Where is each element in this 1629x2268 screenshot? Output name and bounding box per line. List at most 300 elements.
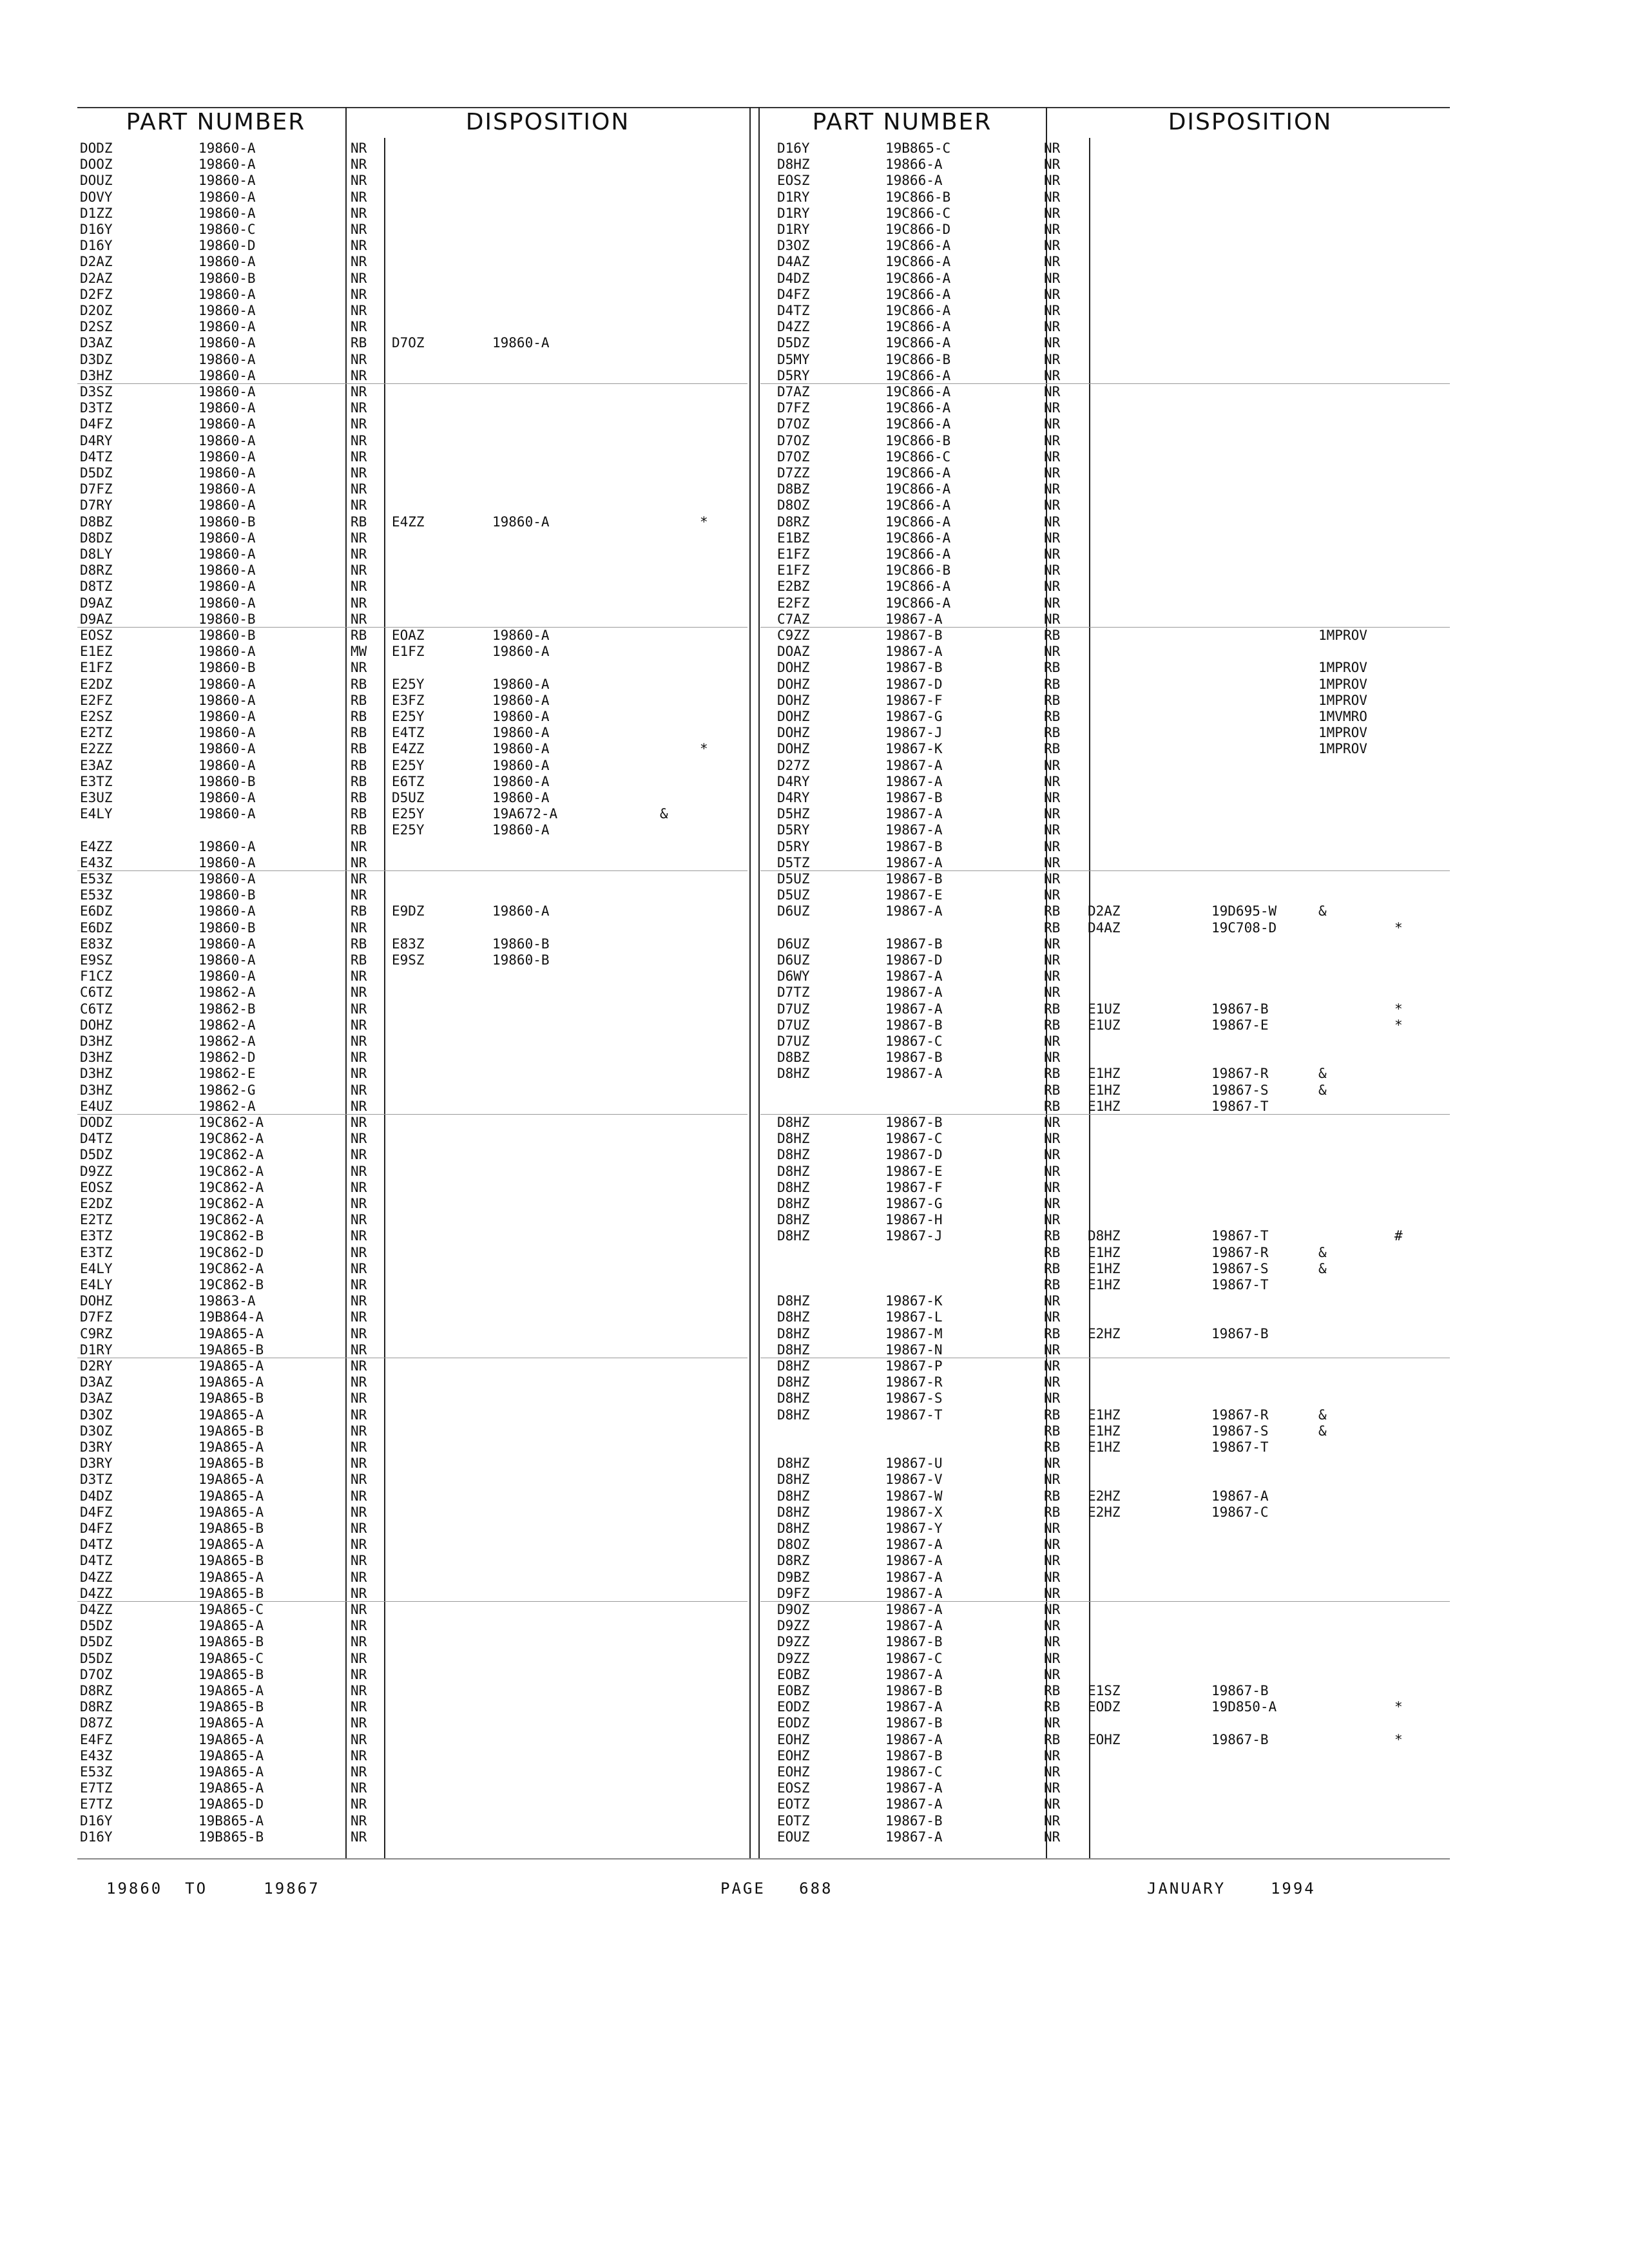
table-row [777,628,1447,644]
table-row [777,416,1447,432]
part-base: 19A865-A [198,1683,264,1698]
part-base: 19862-A [198,1017,256,1033]
part-prefix: D2FZ [80,286,113,302]
table-row [80,433,744,449]
disposition-code: NR [1044,1618,1061,1634]
section-divider [760,870,1450,871]
disposition-code: NR [351,351,367,367]
part-prefix: E7TZ [80,1780,113,1796]
target-base: 19867-S [1211,1260,1269,1276]
disposition-code: NR [351,985,367,1001]
table-row [777,368,1447,384]
part-prefix: EOSZ [80,628,113,643]
part-base: 19860-B [198,660,256,676]
table-row [80,514,744,530]
part-prefix: D1RY [777,205,810,221]
disposition-code: RB [1044,1439,1061,1455]
disposition-code: NR [351,1260,367,1276]
disposition-code: NR [351,238,367,254]
target-prefix: E1HZ [1088,1244,1121,1260]
part-prefix: D5DZ [80,1634,113,1650]
table-row [777,968,1447,985]
disposition-code: NR [351,1731,367,1747]
disposition-code: RB [1044,1277,1061,1293]
part-base: 19867-L [885,1309,943,1325]
part-base: 19A865-A [198,1439,264,1455]
disposition-code: NR [351,432,367,448]
disposition-code: NR [1044,1050,1061,1066]
target-base: 19A672-A [492,806,558,822]
disposition-code: NR [351,1325,367,1341]
part-base: 19A865-A [198,1374,264,1390]
part-prefix: E2SZ [80,709,113,724]
part-base: 19A865-A [198,1472,264,1488]
table-row [80,741,744,757]
table-row [777,985,1447,1001]
part-prefix: E2FZ [80,692,113,708]
part-base: 19867-A [885,1796,943,1812]
table-row [80,725,744,741]
target-base: 19860-A [492,676,550,692]
table-row [80,1131,744,1147]
table-row [80,238,744,254]
flag: * [700,741,708,757]
disposition-code: NR [1044,871,1061,887]
part-base: 19A865-B [198,1634,264,1650]
part-prefix: D8HZ [777,1488,810,1504]
part-base: 19C862-B [198,1228,264,1244]
disposition-code: NR [1044,1796,1061,1812]
table-row [80,1829,744,1845]
part-prefix: D7UZ [777,1001,810,1017]
table-row [777,400,1447,416]
part-prefix: D5RY [777,367,810,383]
part-base: 19C862-D [198,1244,264,1260]
part-base: 19860-A [198,189,256,205]
part-prefix: D4DZ [80,1488,113,1504]
part-prefix: D8RZ [80,562,113,579]
disposition-code: RB [351,741,367,757]
part-base: 19860-A [198,351,256,367]
part-prefix: D5DZ [777,335,810,351]
part-base: 19860-A [198,968,256,985]
disposition-code: NR [1044,611,1061,627]
part-base: 19867-A [885,806,943,822]
part-base: 19A865-A [198,1764,264,1780]
part-base: 19A865-A [198,1407,264,1423]
table-row [777,1683,1447,1699]
disposition-code: RB [1044,1244,1061,1260]
disposition-code: NR [351,1131,367,1147]
part-base: 19860-A [198,335,256,351]
part-prefix: DOVY [80,189,113,205]
part-prefix: D3SZ [80,384,113,399]
part-prefix: D3TZ [80,400,113,416]
table-row [777,1699,1447,1715]
disposition-code: NR [351,1147,367,1163]
part-base: 19860-A [198,854,256,870]
part-prefix: DODZ [80,140,113,156]
part-base: 19C866-A [885,514,951,530]
part-base: 19867-E [885,887,943,903]
table-row [80,611,744,628]
table-row [777,1277,1447,1293]
part-base: 19867-A [885,773,943,789]
disposition-code: NR [1044,384,1061,399]
footer-date: JANUARY 1994 [1147,1879,1316,1898]
part-base: 19860-B [198,514,256,530]
note: & [1318,1407,1327,1423]
disposition-code: RB [351,628,367,643]
disposition-code: NR [351,384,367,399]
part-base: 19860-A [198,579,256,595]
part-prefix: D7UZ [777,1033,810,1049]
table-row [80,1212,744,1228]
part-prefix: D3DZ [80,351,113,367]
part-prefix: D4FZ [80,1521,113,1536]
disposition-code: NR [351,1163,367,1179]
note: & [660,806,668,822]
part-base: 19867-R [885,1374,943,1390]
target-prefix: E1HZ [1088,1098,1121,1114]
part-prefix: D16Y [777,140,810,156]
table-row [80,1651,744,1667]
disposition-code: NR [1044,448,1061,465]
table-row [777,319,1447,335]
part-prefix: D4TZ [80,1553,113,1569]
part-base: 19860-A [198,140,256,156]
table-row [777,1115,1447,1131]
target-prefix: D2AZ [1088,903,1121,919]
part-prefix: D4TZ [80,448,113,465]
table-row [80,1293,744,1309]
part-base: 19C866-A [885,384,951,399]
table-row [80,352,744,368]
part-prefix: D3HZ [80,1050,113,1066]
part-prefix: D8HZ [777,1341,810,1358]
part-prefix: C6TZ [80,1001,113,1017]
target-base: 19867-C [1211,1504,1269,1520]
part-base: 19A865-D [198,1796,264,1812]
disposition-code: NR [351,286,367,302]
part-base: 19867-B [885,1050,943,1066]
part-base: 19C862-A [198,1115,264,1130]
disposition-code: NR [1044,936,1061,952]
part-base: 19A865-C [198,1602,264,1617]
table-row [777,1407,1447,1423]
part-base: 19860-A [198,286,256,302]
part-prefix: D9AZ [80,595,113,611]
part-base: 19B865-C [885,140,951,156]
section-divider [760,1601,1450,1602]
part-base: 19867-B [885,871,943,887]
part-prefix: D1ZZ [80,205,113,221]
table-row [777,1374,1447,1390]
note: & [1318,1244,1327,1260]
table-row [777,206,1447,222]
table-row [777,433,1447,449]
disposition-code: RB [1044,709,1061,724]
target-base: 19860-A [492,725,550,741]
table-row [80,1277,744,1293]
part-base: 19867-F [885,1179,943,1195]
part-base: 19867-A [885,1585,943,1601]
table-row [777,1164,1447,1180]
section-divider [77,870,747,871]
table-row [777,1553,1447,1569]
part-base: 19860-B [198,887,256,903]
part-prefix: E4LY [80,1260,113,1276]
part-base: 19860-A [198,416,256,432]
table-row [80,1667,744,1683]
part-prefix: EOUZ [777,1829,810,1845]
table-row [80,368,744,384]
disposition-code: RB [1044,725,1061,741]
part-base: 19C866-A [885,286,951,302]
part-prefix: EOSZ [777,173,810,189]
target-prefix: E83Z [392,936,425,952]
part-prefix: D3AZ [80,1390,113,1407]
table-row [777,1651,1447,1667]
part-prefix: D16Y [80,238,113,254]
part-base: 19A865-A [198,1618,264,1634]
table-row [80,303,744,319]
disposition-code: RB [1044,1488,1061,1504]
part-base: 19867-B [885,790,943,805]
part-prefix: D8HZ [777,1293,810,1309]
part-prefix: D8HZ [777,1066,810,1082]
target-prefix: E1UZ [1088,1017,1121,1033]
part-prefix: D9AZ [80,611,113,627]
part-prefix: D4ZZ [777,319,810,335]
target-base: 19860-B [492,952,550,968]
disposition-code: MW [351,644,367,660]
disposition-code: NR [1044,1521,1061,1536]
table-row [777,855,1447,871]
disposition-code: NR [351,173,367,189]
table-row [80,1164,744,1180]
target-prefix: EOAZ [392,628,425,643]
target-base: 19867-E [1211,1017,1269,1033]
disposition-code: NR [351,1341,367,1358]
table-row [80,335,744,351]
part-prefix: D4FZ [777,286,810,302]
part-prefix: D8TZ [80,579,113,595]
part-base: 19C862-A [198,1260,264,1276]
part-base: 19867-F [885,692,943,708]
table-row [80,1342,744,1358]
disposition-code: RB [1044,1683,1061,1698]
part-base: 19862-B [198,1001,256,1017]
part-prefix: D5DZ [80,1650,113,1666]
table-row [80,546,744,562]
disposition-code: RB [1044,1066,1061,1082]
part-base: 19860-A [198,400,256,416]
disposition-code: NR [351,1472,367,1488]
disposition-code: NR [1044,173,1061,189]
part-base: 19860-A [198,384,256,399]
table-row [80,1586,744,1602]
disposition-code: NR [1044,1747,1061,1763]
table-row [80,1634,744,1650]
part-prefix: D8HZ [777,1407,810,1423]
part-prefix: D4TZ [80,1131,113,1147]
part-base: 19860-A [198,871,256,887]
disposition-code: NR [351,887,367,903]
part-base: 19867-A [885,1618,943,1634]
table-row [777,1050,1447,1066]
table-row [777,1504,1447,1521]
target-base: 19867-R [1211,1407,1269,1423]
part-base: 19866-A [885,157,943,173]
target-base: 19860-A [492,628,550,643]
part-base: 19867-S [885,1390,943,1407]
part-base: 19867-D [885,1147,943,1163]
disposition-code: NR [1044,205,1061,221]
table-row [777,1358,1447,1374]
table-row [80,1017,744,1033]
table-row [777,1390,1447,1407]
table-row [777,1748,1447,1764]
part-prefix: D8RZ [80,1699,113,1715]
part-prefix: D5RY [777,838,810,854]
target-prefix: EODZ [1088,1699,1121,1715]
disposition-code: NR [1044,400,1061,416]
disposition-code: NR [351,1066,367,1082]
part-base: 19C862-A [198,1196,264,1211]
disposition-code: NR [1044,286,1061,302]
disposition-code: RB [1044,903,1061,919]
table-row [777,189,1447,206]
target-base: 19867-B [1211,1731,1269,1747]
part-prefix: D7AZ [777,384,810,399]
disposition-code: NR [1044,157,1061,173]
target-base: 19860-A [492,741,550,757]
part-prefix: EOTZ [777,1796,810,1812]
table-row [80,1390,744,1407]
note: & [1318,1260,1327,1276]
disposition-code: NR [351,1439,367,1455]
part-prefix: D2AZ [80,254,113,270]
part-base: 19867-A [885,1537,943,1553]
part-prefix: D8HZ [777,1472,810,1488]
table-row [777,822,1447,838]
table-row [80,530,744,546]
part-base: 19A865-B [198,1341,264,1358]
table-row [80,595,744,611]
disposition-code: NR [351,1309,367,1325]
table-row [777,903,1447,919]
part-base: 19860-A [198,481,256,497]
part-base: 19867-B [885,1017,943,1033]
disposition-code: NR [351,546,367,562]
table-row [777,1099,1447,1115]
table-row [777,1342,1447,1358]
disposition-code: NR [1044,1293,1061,1309]
disposition-code: RB [1044,660,1061,676]
table-row [80,1033,744,1050]
part-prefix: D8HZ [777,1390,810,1407]
part-base: 19860-B [198,919,256,936]
flag: * [1394,1731,1403,1747]
part-base: 19C866-A [885,481,951,497]
table-row [777,1537,1447,1553]
table-row [777,254,1447,270]
table-row [777,497,1447,514]
disposition-code: NR [351,1521,367,1536]
disposition-code: NR [1044,1196,1061,1211]
disposition-code: NR [351,1569,367,1585]
part-prefix: C6TZ [80,985,113,1001]
part-base: 19A865-B [198,1390,264,1407]
table-row [777,481,1447,497]
part-prefix: D4AZ [777,254,810,270]
part-base: 19867-B [885,628,943,643]
part-base: 19A865-A [198,1569,264,1585]
disposition-code: RB [1044,692,1061,708]
flag: * [700,514,708,530]
table-row [80,465,744,481]
part-base: 19860-A [198,303,256,318]
disposition-code: NR [1044,1553,1061,1569]
table-row [777,449,1447,465]
part-prefix: D8RZ [777,514,810,530]
table-row [777,709,1447,725]
table-row [80,985,744,1001]
part-base: 19A865-B [198,1666,264,1682]
part-prefix: C9ZZ [777,628,810,643]
table-row [80,1099,744,1115]
part-prefix: E43Z [80,1747,113,1763]
part-prefix: D8BZ [777,1050,810,1066]
table-row [777,774,1447,790]
disposition-code: RB [1044,1017,1061,1033]
disposition-code: NR [1044,1472,1061,1488]
table-row [80,254,744,270]
disposition-code: RB [1044,919,1061,936]
table-row [80,1748,744,1764]
part-base: 19867-A [885,1699,943,1715]
disposition-code: NR [1044,222,1061,237]
disposition-code: NR [1044,1163,1061,1179]
disposition-code: NR [1044,270,1061,286]
table-row [80,628,744,644]
target-base: 19867-B [1211,1683,1269,1698]
disposition-code: NR [351,1050,367,1066]
disposition-code: NR [351,319,367,335]
target-base: 19867-B [1211,1001,1269,1017]
part-prefix: EOSZ [80,1179,113,1195]
table-row [80,1521,744,1537]
disposition-code: NR [351,1374,367,1390]
disposition-code: NR [1044,757,1061,773]
part-base: 19867-A [885,1829,943,1845]
table-row [80,1115,744,1131]
part-prefix: DOHZ [777,660,810,676]
target-base: 19860-A [492,514,550,530]
part-base: 19867-K [885,1293,943,1309]
part-prefix: E53Z [80,1764,113,1780]
part-prefix: D9FZ [777,1585,810,1601]
part-base: 19B865-B [198,1829,264,1845]
disposition-code: RB [1044,1001,1061,1017]
flag: * [1394,1699,1403,1715]
part-prefix: D7FZ [80,1309,113,1325]
table-row [777,271,1447,287]
table-row [80,1618,744,1634]
part-base: 19867-E [885,1163,943,1179]
note: & [1318,1423,1327,1439]
